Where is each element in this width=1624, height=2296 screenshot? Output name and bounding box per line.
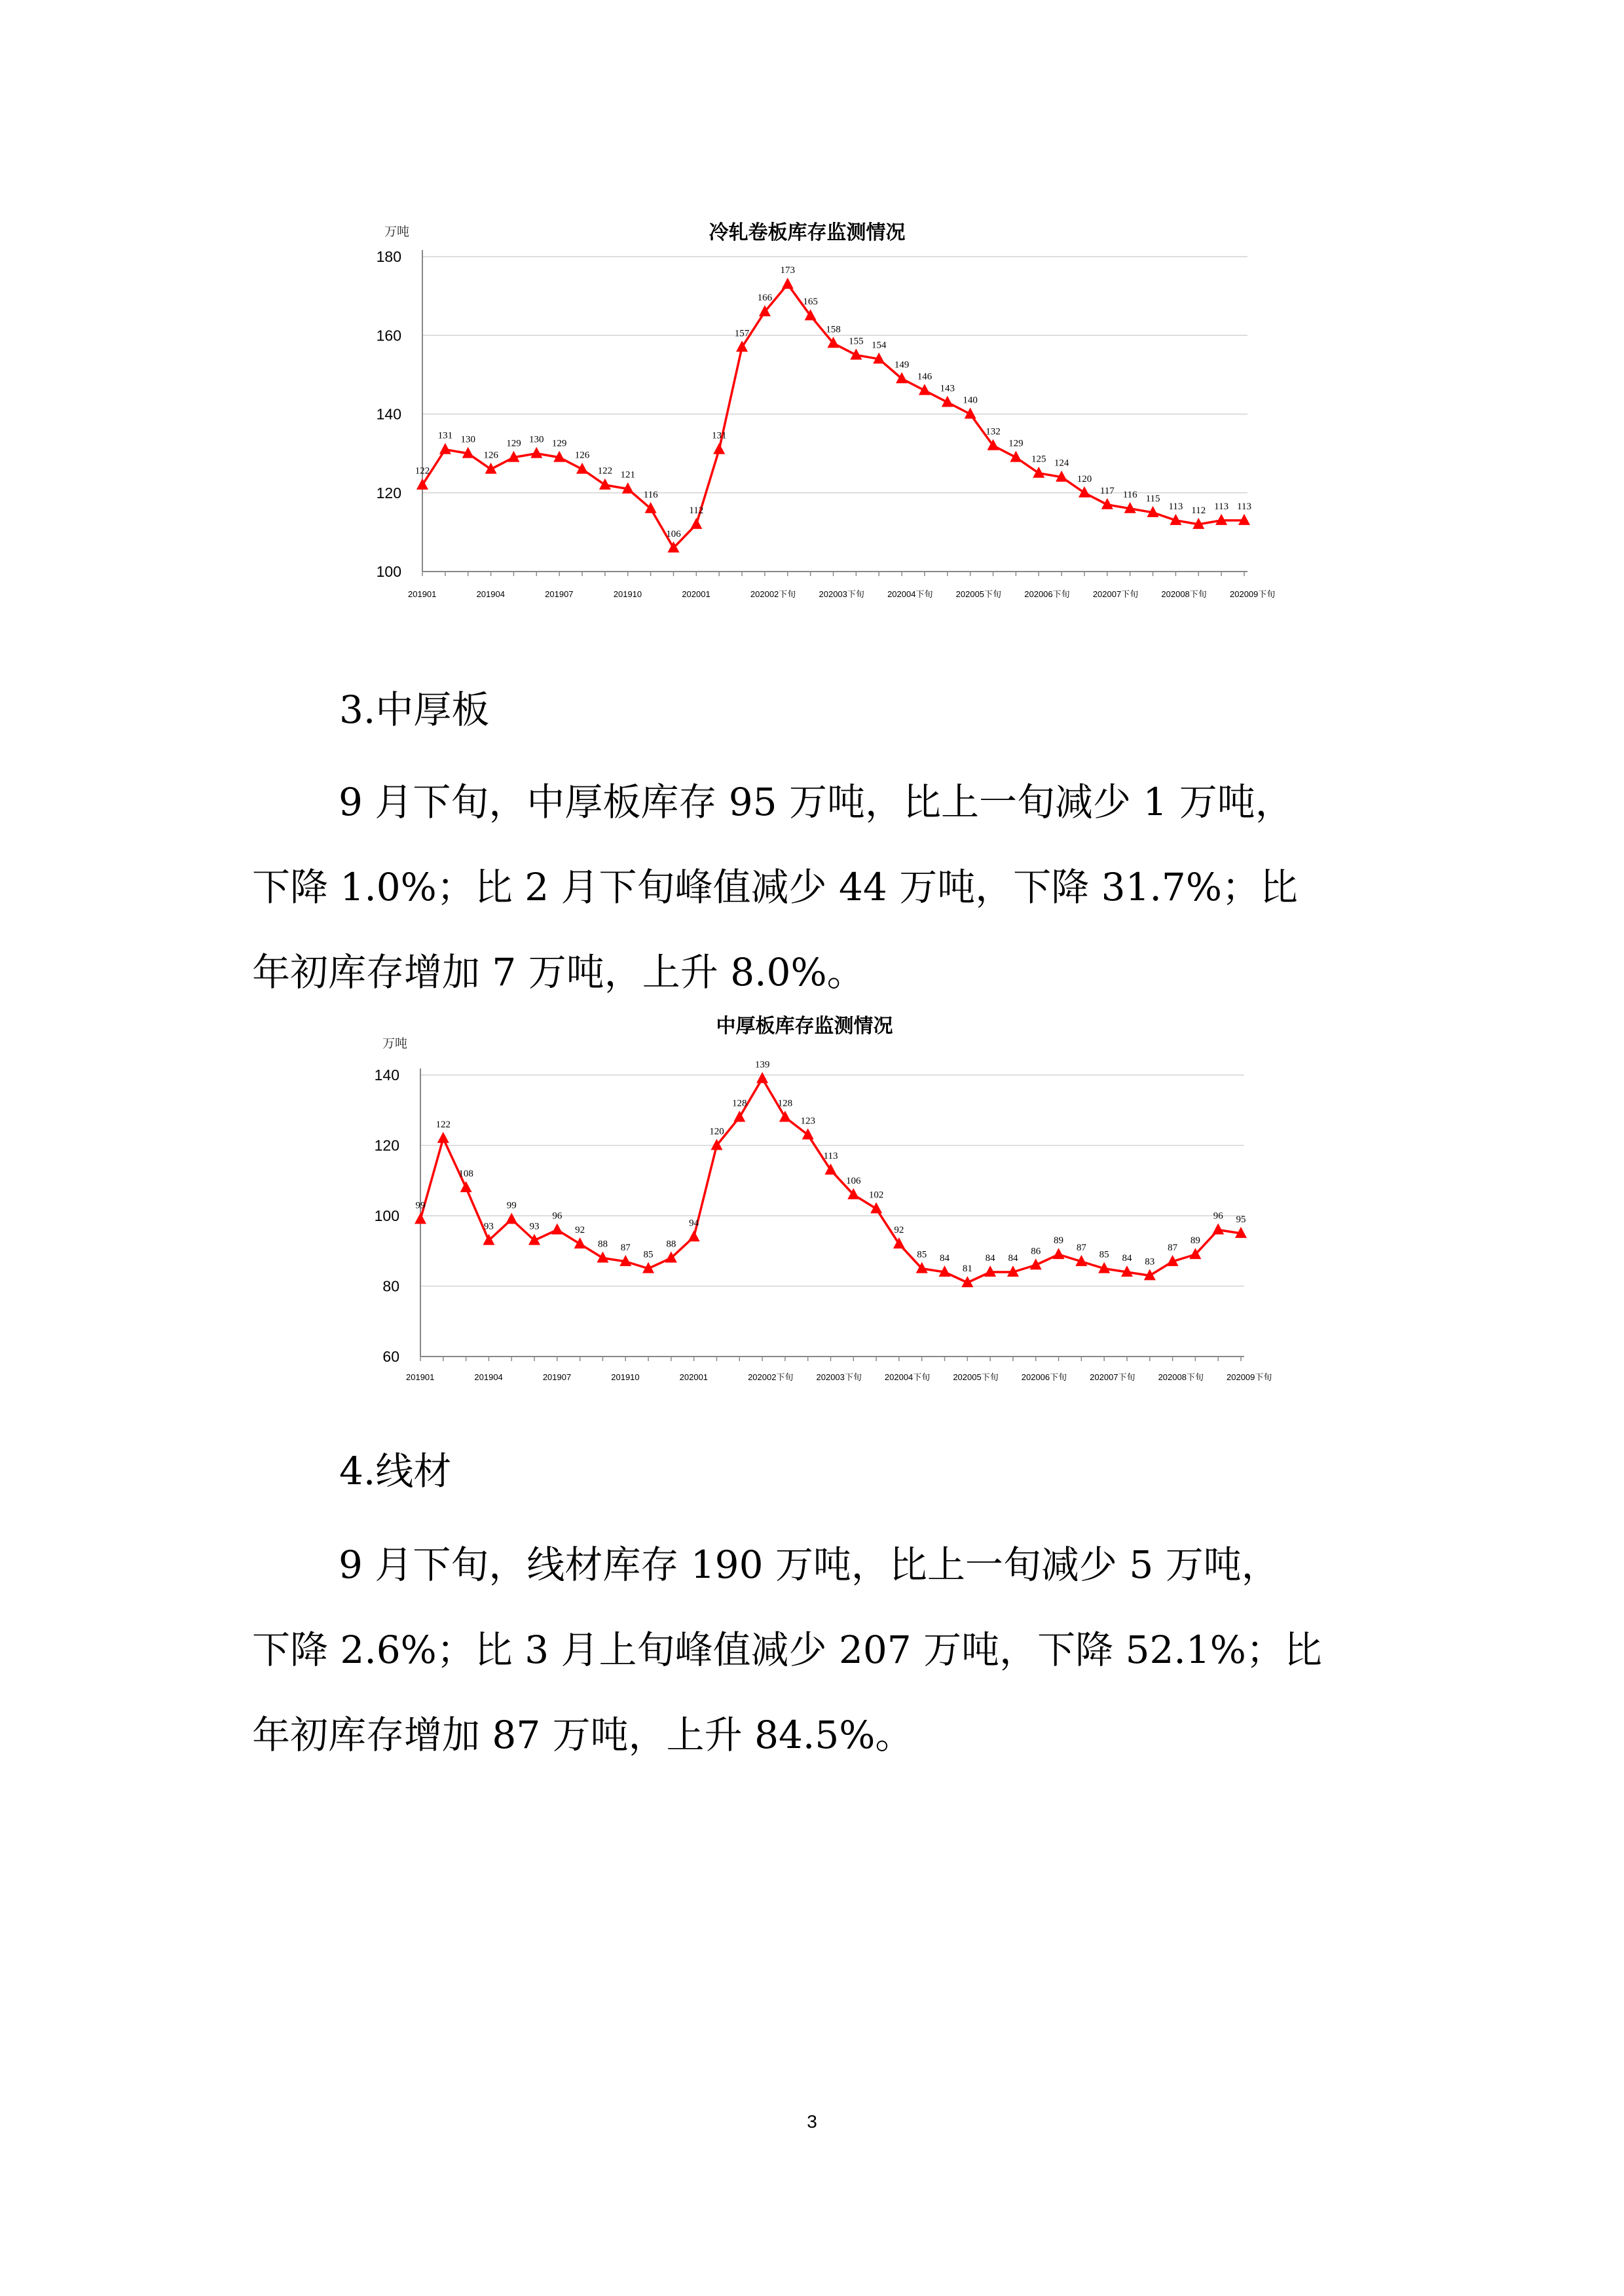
- data-label: 102: [868, 1190, 884, 1201]
- data-label: 131: [711, 430, 727, 441]
- chart-title: 中厚板库存监测情况: [716, 1015, 893, 1038]
- data-label: 166: [757, 293, 773, 304]
- section3-line-2: 下降 1.0%；比 2 月下旬峰值减少 44 万吨，下降 31.7%；比: [252, 865, 1298, 909]
- data-label: 116: [1122, 489, 1137, 500]
- x-tick-label: 201901: [406, 1372, 435, 1382]
- section3-line-3: 年初库存增加 7 万吨，上升 8.0%。: [252, 950, 865, 994]
- data-label: 92: [894, 1225, 904, 1235]
- x-tick-label: 201904: [476, 589, 505, 599]
- data-point-marker: [690, 518, 702, 529]
- x-tick-label: 202007下旬: [1092, 589, 1139, 599]
- y-tick-label: 100: [374, 1207, 399, 1224]
- data-label: 126: [574, 450, 590, 461]
- data-label: 173: [780, 265, 796, 276]
- data-point-marker: [574, 1237, 586, 1248]
- data-label: 95: [1236, 1214, 1246, 1225]
- data-label: 128: [732, 1098, 747, 1109]
- x-tick-label: 201910: [613, 589, 642, 599]
- data-point-marker: [551, 1224, 563, 1235]
- data-label: 125: [1031, 454, 1046, 465]
- data-label: 139: [754, 1059, 770, 1070]
- data-label: 85: [917, 1249, 927, 1260]
- data-point-marker: [439, 443, 451, 454]
- data-label: 113: [1168, 501, 1183, 512]
- data-label: 112: [689, 505, 704, 516]
- medium-plate-chart: [341, 998, 1277, 1391]
- y-tick-label: 140: [376, 405, 401, 423]
- data-label: 121: [620, 469, 635, 481]
- data-point-marker: [437, 1132, 449, 1143]
- x-tick-label: 202002下旬: [748, 1372, 794, 1382]
- x-tick-label: 202002下旬: [750, 589, 796, 599]
- data-label: 129: [506, 438, 521, 449]
- data-label: 117: [1099, 485, 1115, 496]
- x-tick-label: 202009下旬: [1230, 589, 1276, 599]
- data-label: 131: [437, 430, 453, 441]
- x-tick-label: 202009下旬: [1227, 1372, 1272, 1382]
- unit-label: 万吨: [382, 1036, 407, 1051]
- data-label: 129: [551, 438, 567, 449]
- data-point-marker: [688, 1230, 700, 1241]
- data-label: 81: [962, 1264, 972, 1275]
- x-tick-label: 201907: [545, 589, 574, 599]
- data-label: 113: [823, 1151, 838, 1162]
- data-label: 84: [1122, 1253, 1132, 1264]
- data-point-marker: [415, 1212, 426, 1224]
- data-label: 130: [460, 434, 475, 445]
- data-label: 96: [552, 1211, 563, 1222]
- data-label: 87: [1168, 1242, 1178, 1253]
- x-tick-label: 201904: [474, 1372, 503, 1382]
- data-label: 122: [415, 465, 430, 477]
- y-tick-label: 120: [376, 484, 401, 501]
- x-tick-label: 201910: [611, 1372, 640, 1382]
- page-number: 3: [807, 2111, 817, 2132]
- x-tick-label: 201901: [408, 589, 437, 599]
- medium-plate-chart-svg: [341, 998, 1277, 1391]
- data-label: 83: [1145, 1256, 1155, 1267]
- data-label: 122: [435, 1119, 451, 1130]
- section3-line-1: 9 月下旬，中厚板库存 95 万吨，比上一旬减少 1 万吨，: [339, 780, 1293, 824]
- x-tick-label: 202008下旬: [1161, 589, 1207, 599]
- y-tick-label: 100: [376, 563, 401, 580]
- data-label: 96: [1213, 1211, 1223, 1222]
- data-label: 129: [1008, 438, 1024, 449]
- data-label: 122: [597, 465, 613, 477]
- y-tick-label: 80: [382, 1277, 399, 1295]
- data-point-marker: [506, 1212, 517, 1224]
- data-point-marker: [1079, 486, 1090, 498]
- data-point-marker: [460, 1181, 472, 1192]
- data-label: 88: [666, 1239, 676, 1250]
- unit-label: 万吨: [384, 225, 409, 239]
- data-label: 108: [458, 1169, 473, 1179]
- data-label: 94: [689, 1218, 699, 1229]
- x-tick-label: 202006下旬: [1024, 589, 1070, 599]
- data-label: 99: [415, 1200, 426, 1211]
- data-label: 157: [734, 328, 750, 339]
- x-tick-label: 201907: [542, 1372, 572, 1382]
- data-label: 140: [963, 395, 978, 406]
- data-label: 124: [1054, 458, 1069, 469]
- y-tick-label: 140: [374, 1066, 399, 1084]
- data-label: 99: [506, 1200, 517, 1211]
- section4-paragraph: [252, 1522, 1378, 1777]
- section3-paragraph: [252, 759, 1378, 1015]
- data-label: 116: [643, 489, 658, 500]
- y-tick-label: 160: [376, 327, 401, 344]
- data-label: 93: [529, 1221, 540, 1232]
- data-label: 158: [826, 324, 841, 335]
- data-label: 112: [1191, 505, 1206, 516]
- data-point-marker: [1033, 467, 1044, 478]
- data-label: 106: [666, 528, 681, 539]
- section4-line-3: 年初库存增加 87 万吨，上升 84.5%。: [252, 1713, 913, 1757]
- data-label: 106: [846, 1175, 861, 1186]
- data-label: 123: [800, 1116, 815, 1127]
- section4-heading: 4.线材: [339, 1449, 452, 1493]
- data-label: 92: [575, 1225, 585, 1235]
- data-label: 120: [1077, 473, 1092, 484]
- data-point-marker: [1053, 1248, 1065, 1259]
- x-tick-label: 202003下旬: [819, 589, 864, 599]
- data-label: 113: [1214, 501, 1229, 512]
- x-tick-label: 202004下旬: [887, 589, 933, 599]
- cold-rolled-chart: [341, 210, 1277, 615]
- data-point-marker: [713, 443, 725, 454]
- data-label: 128: [777, 1098, 793, 1109]
- series-line: [420, 1078, 1241, 1283]
- x-tick-label: 202005下旬: [955, 589, 1002, 599]
- data-point-marker: [870, 1202, 882, 1213]
- x-tick-label: 202005下旬: [953, 1372, 999, 1382]
- data-label: 89: [1190, 1235, 1200, 1247]
- data-point-marker: [802, 1128, 814, 1139]
- data-label: 86: [1031, 1246, 1041, 1257]
- data-label: 84: [940, 1253, 950, 1264]
- data-point-marker: [782, 278, 794, 289]
- data-label: 87: [1076, 1242, 1086, 1253]
- y-tick-label: 120: [374, 1137, 399, 1154]
- x-tick-label: 202001: [679, 1372, 709, 1382]
- data-label: 146: [917, 371, 932, 382]
- data-label: 87: [620, 1242, 631, 1253]
- data-label: 85: [643, 1249, 654, 1260]
- data-label: 120: [709, 1126, 724, 1137]
- y-tick-label: 60: [382, 1348, 399, 1365]
- section4-line-1: 9 月下旬，线材库存 190 万吨，比上一旬减少 5 万吨，: [339, 1542, 1280, 1587]
- data-label: 149: [894, 359, 910, 371]
- cold-rolled-chart-svg: [341, 210, 1277, 615]
- x-tick-label: 202007下旬: [1090, 1372, 1135, 1382]
- data-label: 88: [597, 1239, 608, 1250]
- y-tick-label: 180: [376, 248, 401, 265]
- data-point-marker: [599, 479, 611, 490]
- x-tick-label: 202004下旬: [884, 1372, 931, 1382]
- data-label: 155: [849, 336, 864, 347]
- data-point-marker: [1212, 1224, 1224, 1235]
- chart-title: 冷轧卷板库存监测情况: [709, 221, 906, 244]
- section3-heading: 3.中厚板: [339, 687, 490, 732]
- data-label: 89: [1054, 1235, 1064, 1247]
- data-label: 154: [871, 340, 887, 351]
- data-label: 84: [985, 1253, 995, 1264]
- data-label: 165: [803, 297, 818, 308]
- data-point-marker: [530, 447, 542, 458]
- data-label: 113: [1237, 501, 1251, 512]
- data-point-marker: [597, 1252, 608, 1263]
- data-point-marker: [756, 1072, 768, 1083]
- x-tick-label: 202001: [682, 589, 710, 599]
- data-label: 130: [529, 434, 544, 445]
- x-tick-label: 202006下旬: [1021, 1372, 1067, 1382]
- data-label: 93: [483, 1221, 494, 1232]
- data-label: 115: [1145, 493, 1160, 504]
- data-label: 85: [1099, 1249, 1109, 1260]
- data-label: 132: [986, 426, 1001, 437]
- section4-line-2: 下降 2.6%；比 3 月上旬峰值减少 207 万吨，下降 52.1%；比: [252, 1628, 1322, 1672]
- x-tick-label: 202003下旬: [816, 1372, 862, 1382]
- data-label: 84: [1008, 1253, 1018, 1264]
- x-tick-label: 202008下旬: [1158, 1372, 1204, 1382]
- data-label: 143: [940, 383, 955, 394]
- data-label: 126: [483, 450, 498, 461]
